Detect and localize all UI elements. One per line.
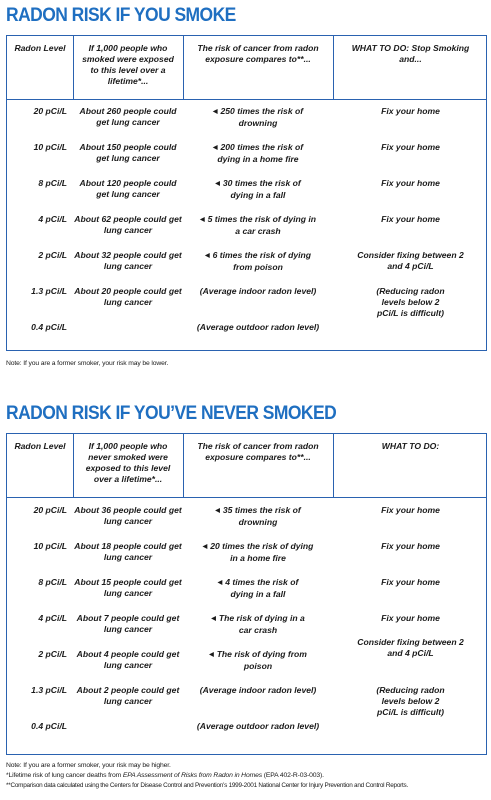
- header-people: If 1,000 people who never smoked were exposed to this level over a lifetime*...: [85, 441, 171, 484]
- smoker-table: [6, 35, 487, 351]
- action: Consider fixing between 2 and 4 pCi/L: [357, 637, 464, 658]
- risk-comparison: ◀ The risk of dying from poison: [209, 649, 307, 671]
- radon-level: 8 pCi/L: [38, 178, 67, 188]
- radon-level: 10 pCi/L: [33, 541, 67, 551]
- radon-level: 20 pCi/L: [33, 106, 67, 116]
- left-triangle-icon: ◀: [199, 217, 205, 223]
- action: Fix your home: [381, 214, 440, 224]
- radon-level: 8 pCi/L: [38, 577, 67, 587]
- left-triangle-icon: ◀: [202, 544, 208, 550]
- risk-comparison: (Average indoor radon level): [199, 685, 317, 695]
- risk-comparison: ◀ The risk of dying in a car crash: [211, 613, 305, 635]
- people-affected: About 20 people could get lung cancer: [74, 286, 182, 307]
- risk-comparison: ◀ 30 times the risk of dying in a fall: [215, 178, 301, 200]
- header-radon-level: Radon Level: [14, 441, 66, 451]
- risk-comparison: ◀ 4 times the risk of dying in a fall: [217, 577, 299, 599]
- header-compare: The risk of cancer from radon exposure compares to**...: [197, 43, 319, 64]
- people-affected: About 62 people could get lung cancer: [74, 214, 182, 235]
- smoker-table-header: [7, 36, 486, 100]
- never-smoked-table: [6, 433, 487, 755]
- radon-level: 10 pCi/L: [33, 142, 67, 152]
- radon-level: 4 pCi/L: [38, 613, 67, 623]
- action: Fix your home: [381, 613, 440, 623]
- people-affected: About 2 people could get lung cancer: [76, 685, 180, 706]
- left-triangle-icon: ◀: [217, 580, 223, 586]
- radon-level: 2 pCi/L: [38, 649, 67, 659]
- people-affected: About 15 people could get lung cancer: [74, 577, 182, 598]
- people-affected: About 18 people could get lung cancer: [74, 541, 182, 562]
- people-affected: About 36 people could get lung cancer: [74, 505, 182, 526]
- risk-comparison: ◀ 250 times the risk of drowning: [212, 106, 304, 128]
- action: Fix your home: [381, 178, 440, 188]
- radon-level: 0.4 pCi/L: [31, 721, 67, 731]
- people-affected: About 120 people could get lung cancer: [79, 178, 177, 199]
- header-divider: [73, 434, 74, 498]
- left-triangle-icon: ◀: [209, 652, 214, 658]
- action: Fix your home: [381, 505, 440, 515]
- action: Fix your home: [381, 541, 440, 551]
- action: (Reducing radon levels below 2 pCi/L is difficult): [376, 286, 445, 318]
- radon-level: 4 pCi/L: [38, 214, 67, 224]
- risk-comparison: ◀ 35 times the risk of drowning: [215, 505, 301, 527]
- header-radon-level: Radon Level: [14, 43, 66, 53]
- action: Fix your home: [381, 577, 440, 587]
- people-affected: About 150 people could get lung cancer: [79, 142, 177, 163]
- header-divider: [183, 434, 184, 498]
- radon-level: 20 pCi/L: [33, 505, 67, 515]
- radon-level: 0.4 pCi/L: [31, 322, 67, 332]
- people-affected: About 7 people could get lung cancer: [76, 613, 180, 634]
- never-smoked-note: Note: If you are a former smoker, your risk may be higher.: [6, 762, 171, 769]
- risk-comparison: ◀ 6 times the risk of dying from poison: [205, 250, 311, 272]
- risk-comparison: ◀ 20 times the risk of dying in a home fire: [202, 541, 314, 563]
- never-smoked-table-header: [7, 434, 486, 498]
- people-affected: About 4 people could get lung cancer: [76, 649, 180, 670]
- header-divider: [333, 36, 334, 100]
- header-divider: [333, 434, 334, 498]
- smoker-note: Note: If you are a former smoker, your risk may be lower.: [6, 360, 169, 367]
- left-triangle-icon: ◀: [212, 145, 218, 151]
- risk-comparison: ◀ 200 times the risk of dying in a home fire: [212, 142, 304, 164]
- risk-comparison: (Average outdoor radon level): [196, 721, 320, 731]
- action: Fix your home: [381, 106, 440, 116]
- footnote-comparison-data: **Comparison data calculated using the Centers for Disease Control and Prevention’s 1999-2001 National Center for Injury Prevention and Control Reports.: [6, 782, 409, 789]
- footnote-lifetime-risk: *Lifetime risk of lung cancer deaths from EPA Assessment of Risks from Radon in Homes (EPA 402-R-03-003).: [6, 772, 324, 779]
- action: Consider fixing between 2 and 4 pCi/L: [357, 250, 464, 271]
- risk-comparison: ◀ 5 times the risk of dying in a car crash: [199, 214, 317, 236]
- people-affected: About 260 people could get lung cancer: [79, 106, 177, 127]
- action: (Reducing radon levels below 2 pCi/L is difficult): [376, 685, 445, 717]
- left-triangle-icon: ◀: [211, 616, 216, 622]
- action: Fix your home: [381, 142, 440, 152]
- radon-level: 1.3 pCi/L: [31, 286, 67, 296]
- header-what-to-do: WHAT TO DO: Stop Smoking and...: [351, 43, 470, 64]
- header-compare: The risk of cancer from radon exposure compares to**...: [197, 441, 319, 462]
- left-triangle-icon: ◀: [212, 109, 218, 115]
- header-what-to-do: WHAT TO DO:: [381, 441, 440, 451]
- smoker-title: RADON RISK IF YOU SMOKE: [6, 5, 236, 26]
- never-smoked-title: RADON RISK IF YOU’VE NEVER SMOKED: [6, 403, 337, 424]
- risk-comparison: (Average indoor radon level): [199, 286, 317, 296]
- header-divider: [183, 36, 184, 100]
- header-people: If 1,000 people who smoked were exposed to this level over a lifetime*...: [82, 43, 174, 86]
- radon-level: 2 pCi/L: [38, 250, 67, 260]
- risk-comparison: (Average outdoor radon level): [196, 322, 320, 332]
- left-triangle-icon: ◀: [215, 508, 220, 514]
- header-divider: [73, 36, 74, 100]
- left-triangle-icon: ◀: [215, 181, 220, 187]
- left-triangle-icon: ◀: [205, 253, 210, 259]
- radon-level: 1.3 pCi/L: [31, 685, 67, 695]
- people-affected: About 32 people could get lung cancer: [74, 250, 182, 271]
